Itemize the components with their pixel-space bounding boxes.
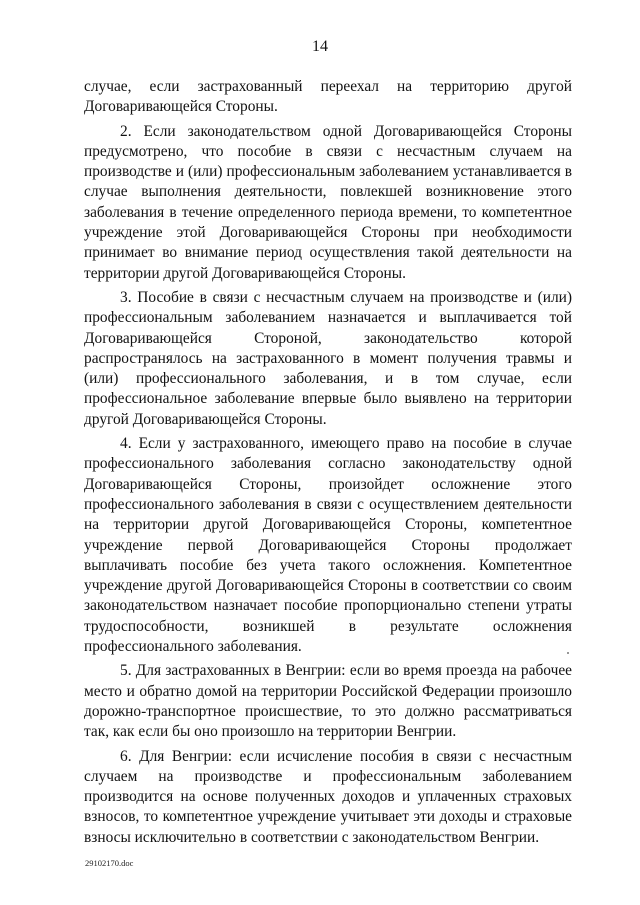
paragraph-continuation: случае, если застрахованный переехал на территорию другой Договаривающейся Стороны. <box>84 78 572 116</box>
document-body <box>84 77 572 848</box>
paragraph-clause-5: 5. Для застрахованных в Венгрии: если во время проезда на рабочее место и обратно домой на территории Российской Федерации произошло дорожно-транспортное происшествие, то это должно рассматриваться так, как если бы оно произошло на территории Венгрии. <box>84 662 572 741</box>
footer-filename: 29102170.doc <box>85 858 134 868</box>
page-number: 14 <box>312 38 328 55</box>
paragraph-clause-6: 6. Для Венгрии: если исчисление пособия в связи с несчастным случаем на производстве и профессиональным заболеванием производится на основе полученных доходов и уплаченных страховых взносов, то компетентное учреждение учитывает эти доходы и страховые взносы исключительно в соответствии с законодательством Венгрии. <box>84 747 572 846</box>
paragraph-clause-2: 2. Если законодательством одной Договаривающейся Стороны предусмотрено, что пособие в связи с несчастным случаем на производстве и (или) профессиональным заболеванием устанавливается в случае выполнения деятельности, повлекшей возникновение этого заболевания в течение определенного периода времени, то компетентное учреждение этой Договаривающейся Стороны при необходимости принимает во внимание период осуществления такой деятельности на территории другой Договаривающейся Стороны. <box>84 122 572 282</box>
paragraph-clause-4: 4. Если у застрахованного, имеющего право на пособие в случае профессионального заболевания согласно законодательству одной Договаривающейся Стороны, произойдет осложнение этого профессионального заболевания в связи с осуществлением деятельности на территории другой Договаривающейся Стороны, компетентное учреждение первой Договаривающейся Стороны продолжает выплачивать пособие без учета такого осложнения. Компетентное учреждение другой Договаривающейся Стороны в соответствии со своим законодательством назначает пособие пропорционально степени утраты трудоспособности, возникшей в результате осложнения профессионального заболевания. <box>84 435 572 656</box>
scan-speck <box>567 652 569 654</box>
paragraph-clause-3: 3. Пособие в связи с несчастным случаем на производстве и (или) профессиональным заболеванием назначается и выплачивается той Договаривающейся Стороной, законодательство которой распространялось на застрахованного в момент получения травмы и (или) профессионального заболевания, и в том случае, если профессиональное заболевание впервые было выявлено на территории другой Договаривающейся Стороны. <box>84 288 572 428</box>
